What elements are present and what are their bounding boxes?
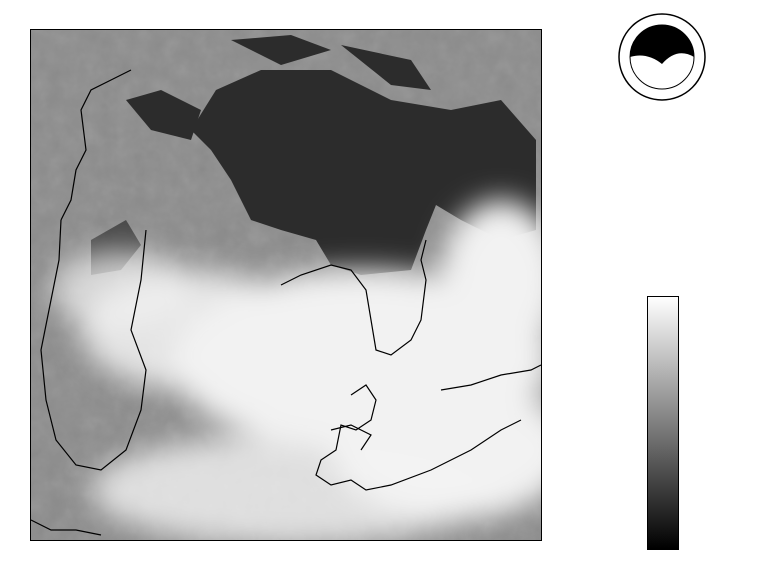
noaa-logo-icon xyxy=(617,12,707,102)
colorbar xyxy=(647,296,679,550)
satellite-image xyxy=(30,29,542,541)
noaa-logo xyxy=(617,12,707,102)
great-lakes-map xyxy=(31,30,541,540)
